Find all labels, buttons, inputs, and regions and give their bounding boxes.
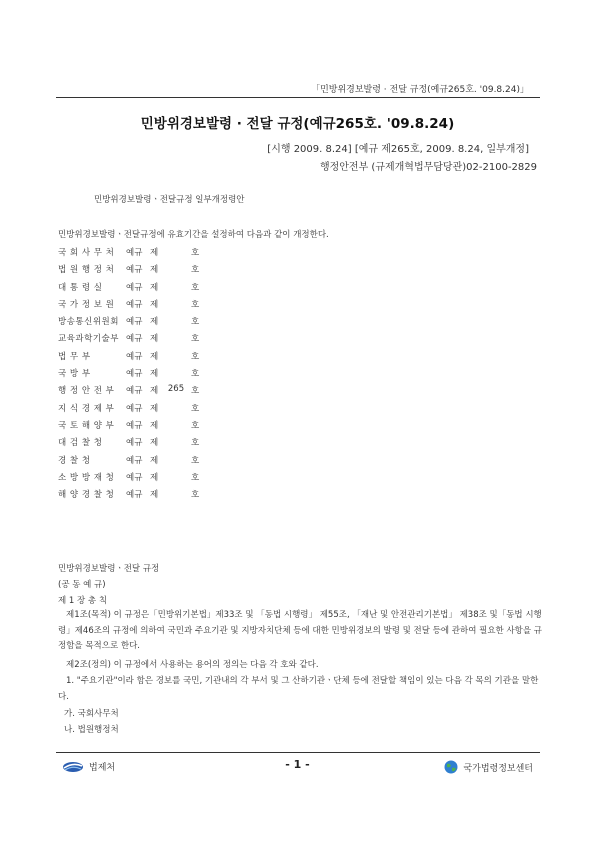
agency-rule-suffix: 호 <box>191 334 200 345</box>
amendment-intro: 민방위경보발령ㆍ전달규정에 유효기간을 설정하여 다음과 같이 개정한다. <box>58 230 329 240</box>
agency-row <box>58 315 199 332</box>
agency-rule-type: 예규 <box>126 438 143 449</box>
agency-row <box>58 246 199 263</box>
agency-name: 교육과학기술부 <box>58 334 119 345</box>
agency-rule-type: 예규 <box>126 248 143 258</box>
running-header: 「민방위경보발령 · 전달 규정(예규265호. '09.8.24)」 <box>311 85 529 95</box>
agency-rule-number <box>161 367 191 384</box>
agency-name: 국 토 해 양 부 <box>58 420 115 431</box>
agency-rule-number <box>161 350 191 367</box>
article-2: 제2조(정의) 이 규정에서 사용하는 용어의 정의는 다음 각 호와 같다. <box>66 660 319 670</box>
agency-rule-type: 예규 <box>126 420 143 431</box>
agency-rule-type: 예규 <box>126 265 143 276</box>
enforcement-info: [시행 2009. 8.24] [예규 제265호, 2009. 8.24, 일부개정] <box>267 144 529 155</box>
agency-rule-number <box>161 402 191 419</box>
agency-rule-prefix: 제 <box>150 299 159 310</box>
agency-name: 소 방 방 재 청 <box>58 472 115 483</box>
agency-name: 대 통 령 실 <box>58 282 103 293</box>
document-title: 민방위경보발령 · 전달 규정(예규265호. '09.8.24) <box>140 116 455 132</box>
footer-right <box>444 760 533 774</box>
agency-rule-prefix: 제 <box>150 438 159 449</box>
agency-rule-prefix: 제 <box>150 455 159 466</box>
agency-rule-number <box>161 281 191 298</box>
agency-rule-number <box>161 315 191 332</box>
agency-rule-prefix: 제 <box>150 248 159 258</box>
agency-rule-number <box>161 488 191 505</box>
agency-rule-type: 예규 <box>126 317 143 328</box>
agency-rule-number <box>161 436 191 453</box>
agency-name: 지 식 경 제 부 <box>58 403 115 414</box>
agency-rule-type: 예규 <box>126 386 143 397</box>
agency-row <box>58 367 199 384</box>
agency-rule-type: 예규 <box>126 490 143 501</box>
agency-rule-type: 예규 <box>126 403 143 414</box>
agency-rule-number <box>161 419 191 436</box>
agency-row <box>58 263 199 280</box>
agency-rule-number <box>161 298 191 315</box>
footer-right-label: 국가법령정보센터 <box>463 763 533 774</box>
page-number: - 1 - <box>285 758 310 771</box>
agency-rule-prefix: 제 <box>150 386 159 397</box>
agency-rule-suffix: 호 <box>191 438 200 449</box>
agency-rule-prefix: 제 <box>150 265 159 276</box>
agency-rule-type: 예규 <box>126 334 143 345</box>
agency-rule-type: 예규 <box>126 472 143 483</box>
definition-item-ga: 가. 국회사무처 <box>64 709 119 719</box>
regulation-type: (공 동 예 규) <box>58 580 106 590</box>
agency-rule-suffix: 호 <box>191 265 200 276</box>
agency-list <box>58 246 199 505</box>
agency-row <box>58 436 199 453</box>
agency-rule-type: 예규 <box>126 299 143 310</box>
agency-row <box>58 454 199 471</box>
agency-row <box>58 298 199 315</box>
agency-rule-number <box>161 471 191 488</box>
agency-rule-prefix: 제 <box>150 317 159 328</box>
agency-rule-type: 예규 <box>126 369 143 380</box>
agency-rule-suffix: 호 <box>191 369 200 380</box>
agency-name: 경 찰 청 <box>58 455 91 466</box>
agency-rule-suffix: 호 <box>191 317 200 328</box>
agency-row <box>58 350 199 367</box>
agency-rule-suffix: 호 <box>191 420 200 431</box>
definition-1: 1. "주요기관"이라 함은 경보를 국민, 기관내의 각 부서 및 그 산하기관ㆍ단체 등에 전달할 책임이 있는 다음 각 목의 기관을 말한다. <box>58 676 539 702</box>
agency-rule-prefix: 제 <box>150 490 159 501</box>
agency-rule-suffix: 호 <box>191 351 200 362</box>
agency-name: 법 무 부 <box>58 351 91 362</box>
article-1: 제1조(목적) 이 규정은「민방위기본법」제33조 및 「동법 시행령」 제55조, 「재난 및 안전관리기본법」 제38조 및「동법 시행령」제46조의 규정에 의하여 국민과 주요기관 및 지방자치단체 등에 대한 민방위경보의 발령 및 전달 등에 관하여 필요한 사항을 규정함을 목적으로 한다. <box>58 610 543 651</box>
agency-rule-number: 265 <box>167 384 185 395</box>
definition-item-na: 나. 법원행정처 <box>64 725 119 735</box>
agency-name: 국 가 정 보 원 <box>58 299 115 310</box>
globe-logo-icon <box>444 760 458 774</box>
agency-rule-prefix: 제 <box>150 472 159 483</box>
footer-divider <box>56 752 540 753</box>
agency-name: 행 정 안 전 부 <box>58 386 115 397</box>
agency-rule-suffix: 호 <box>191 248 200 258</box>
agency-rule-number <box>161 332 191 349</box>
agency-rule-number <box>161 263 191 280</box>
agency-rule-suffix: 호 <box>191 455 200 466</box>
agency-rule-number <box>161 246 191 263</box>
agency-name: 국 방 부 <box>58 369 91 380</box>
agency-row <box>58 488 199 505</box>
agency-rule-suffix: 호 <box>191 490 200 501</box>
agency-name: 국 회 사 무 처 <box>58 248 115 258</box>
agency-row <box>58 384 199 401</box>
chapter-heading: 제 1 장 총 칙 <box>58 596 108 606</box>
agency-rule-prefix: 제 <box>150 403 159 414</box>
header-divider <box>56 97 540 98</box>
ministry-contact: 행정안전부 (규제개혁법무담당관)02-2100-2829 <box>319 162 537 173</box>
agency-rule-prefix: 제 <box>150 334 159 345</box>
agency-name: 해 양 경 찰 청 <box>58 490 115 501</box>
agency-row <box>58 419 199 436</box>
agency-rule-type: 예규 <box>126 282 143 293</box>
agency-name: 대 검 찰 청 <box>58 438 103 449</box>
regulation-title: 민방위경보발령ㆍ전달 규정 <box>58 564 160 574</box>
agency-rule-prefix: 제 <box>150 351 159 362</box>
agency-rule-suffix: 호 <box>191 299 200 310</box>
agency-rule-suffix: 호 <box>191 282 200 293</box>
amendment-title: 민방위경보발령ㆍ전달규정 일부개정령안 <box>94 195 245 205</box>
agency-rule-prefix: 제 <box>150 369 159 380</box>
agency-row <box>58 471 199 488</box>
agency-rule-type: 예규 <box>126 455 143 466</box>
agency-name: 법 원 행 정 처 <box>58 265 115 276</box>
agency-row <box>58 402 199 419</box>
agency-rule-suffix: 호 <box>191 386 200 397</box>
agency-row <box>58 281 199 298</box>
agency-name: 방송통신위원회 <box>58 317 119 328</box>
agency-rule-prefix: 제 <box>150 282 159 293</box>
agency-rule-number <box>161 454 191 471</box>
agency-rule-prefix: 제 <box>150 420 159 431</box>
agency-rule-suffix: 호 <box>191 403 200 414</box>
agency-row <box>58 332 199 349</box>
agency-rule-type: 예규 <box>126 351 143 362</box>
footer-left-label: 법제처 <box>89 763 116 773</box>
agency-rule-suffix: 호 <box>191 472 200 483</box>
